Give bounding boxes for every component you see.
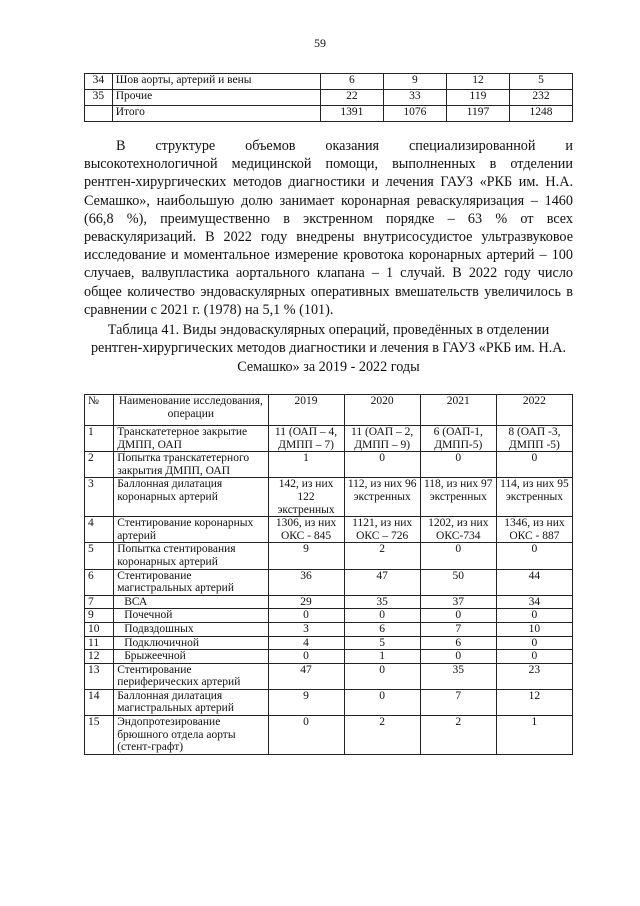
row-name: ВСА [114, 595, 268, 609]
row-value: 50 [420, 569, 496, 595]
row-name: Прочие [112, 90, 320, 106]
row-value: 3 [268, 622, 344, 636]
row-number: 3 [85, 478, 114, 517]
row-value: 6 [344, 622, 420, 636]
row-value: 112, из них 96 экстренных [344, 478, 420, 517]
row-number: 35 [85, 90, 113, 106]
table-row [85, 426, 573, 452]
row-number: 6 [85, 569, 114, 595]
row-value: 0 [344, 689, 420, 715]
row-value: 0 [268, 609, 344, 623]
table-row [85, 90, 573, 106]
row-value: 12 [496, 689, 572, 715]
row-number: 34 [85, 74, 113, 90]
row-value: 6 (ОАП-1, ДМПП-5) [420, 426, 496, 452]
row-name: Подключичной [114, 636, 268, 650]
row-value: 37 [420, 595, 496, 609]
row-name: Баллонная дилатация коронарных артерий [114, 478, 268, 517]
body-paragraph-text: В структуре объемов оказания специализированной и высокотехнологичной медицинской помощи, выполненных в отделении рентген-хирургических методов диагностики и лечения ГАУЗ «РКБ им. Н.А. Семашко», наибольшую долю занимает коронарная реваскуляризация – 1460 (66,8 %), преимущественно в экстренном порядке – 63 % от всех реваскуляризаций. В 2022 году внедрены внутрисосудистое ультразвуковое исследование и моментальное измерение кровотока коронарных артерий – 100 случаев, валвупластика аортального клапана – 1 случай. В 2022 году число общее количество эндоваскулярных оперативных вмешательств увеличилось в сравнении с 2021 г. (1978) на 5,1 % (101). [84, 138, 573, 318]
table-caption: Таблица 41. Виды эндоваскулярных операций, проведённых в отделении рентген-хирургических методов диагностики и лечения в ГАУЗ «РКБ им. Н.А. Семашко» за 2019 - 2022 годы [90, 322, 567, 375]
row-value: 118, из них 97 экстренных [420, 478, 496, 517]
row-value: 9 [383, 74, 446, 90]
row-name: Эндопротезирование брюшного отдела аорты (стент-графт) [114, 716, 268, 755]
row-value: 10 [496, 622, 572, 636]
row-number: 2 [85, 452, 114, 478]
row-name: Брыжеечной [114, 650, 268, 664]
row-value: 1391 [320, 106, 383, 122]
row-number: 5 [85, 543, 114, 569]
row-value: 47 [344, 569, 420, 595]
row-value: 11 (ОАП – 2, ДМПП – 9) [344, 426, 420, 452]
main-table [84, 394, 573, 755]
row-number: 9 [85, 609, 114, 623]
row-value: 0 [344, 609, 420, 623]
row-value: 47 [268, 663, 344, 689]
row-value: 5 [509, 74, 572, 90]
table-row [85, 569, 573, 595]
row-value: 0 [268, 650, 344, 664]
row-value: 142, из них 122 экстренных [268, 478, 344, 517]
row-value: 0 [420, 452, 496, 478]
row-value: 1 [268, 452, 344, 478]
row-value: 0 [420, 543, 496, 569]
row-value: 6 [420, 636, 496, 650]
row-name: Стентирование периферических артерий [114, 663, 268, 689]
row-number: 12 [85, 650, 114, 664]
row-value: 1121, из них ОКС – 726 [344, 517, 420, 543]
table-row [85, 689, 573, 715]
row-value: 6 [320, 74, 383, 90]
row-value: 0 [496, 650, 572, 664]
row-number: 11 [85, 636, 114, 650]
row-name: Шов аорты, артерий и вены [112, 74, 320, 90]
row-value: 2 [420, 716, 496, 755]
row-value: 4 [268, 636, 344, 650]
row-value: 1197 [446, 106, 509, 122]
row-number: 13 [85, 663, 114, 689]
row-value: 1076 [383, 106, 446, 122]
row-value: 44 [496, 569, 572, 595]
row-value: 1202, из них ОКС-734 [420, 517, 496, 543]
row-value: 2 [344, 716, 420, 755]
row-value: 2 [344, 543, 420, 569]
row-name: Стентирование коронарных артерий [114, 517, 268, 543]
row-number: 7 [85, 595, 114, 609]
row-value: 0 [496, 609, 572, 623]
header-year: 2022 [496, 395, 572, 426]
row-number: 15 [85, 716, 114, 755]
row-value: 1346, из них ОКС - 887 [496, 517, 572, 543]
row-value: 33 [383, 90, 446, 106]
row-name: Попытка транскатетерного закрытия ДМПП, ОАП [114, 452, 268, 478]
row-value: 1 [344, 650, 420, 664]
row-value: 0 [344, 452, 420, 478]
row-value: 0 [420, 609, 496, 623]
row-number: 14 [85, 689, 114, 715]
table-row [85, 452, 573, 478]
row-value: 0 [496, 452, 572, 478]
top-table [84, 73, 573, 122]
row-number: 4 [85, 517, 114, 543]
row-value: 29 [268, 595, 344, 609]
table-row [85, 609, 573, 623]
row-value: 35 [420, 663, 496, 689]
header-year: 2020 [344, 395, 420, 426]
row-name: Стентирование магистральных артерий [114, 569, 268, 595]
row-value: 1 [496, 716, 572, 755]
row-value: 232 [509, 90, 572, 106]
row-value: 0 [496, 636, 572, 650]
row-value: 0 [496, 543, 572, 569]
row-value: 8 (ОАП -3, ДМПП -5) [496, 426, 572, 452]
header-name: Наименование исследования, операции [114, 395, 268, 426]
row-value: 23 [496, 663, 572, 689]
row-value: 7 [420, 689, 496, 715]
row-number: 10 [85, 622, 114, 636]
header-year: 2019 [268, 395, 344, 426]
row-value: 1248 [509, 106, 572, 122]
table-row [85, 106, 573, 122]
header-number: № [85, 395, 114, 426]
body-paragraph [84, 137, 573, 319]
row-value: 0 [420, 650, 496, 664]
row-value: 35 [344, 595, 420, 609]
row-value: 11 (ОАП – 4, ДМПП – 7) [268, 426, 344, 452]
table-row [85, 650, 573, 664]
row-value: 36 [268, 569, 344, 595]
row-value: 5 [344, 636, 420, 650]
row-name: Транскатетерное закрытие ДМПП, ОАП [114, 426, 268, 452]
row-name: Баллонная дилатация магистральных артерий [114, 689, 268, 715]
row-value: 9 [268, 689, 344, 715]
row-value: 0 [268, 716, 344, 755]
row-value: 34 [496, 595, 572, 609]
table-row [85, 636, 573, 650]
row-name: Попытка стентирования коронарных артерий [114, 543, 268, 569]
table-row [85, 716, 573, 755]
row-value: 119 [446, 90, 509, 106]
row-value: 1306, из них ОКС - 845 [268, 517, 344, 543]
row-number: 1 [85, 426, 114, 452]
table-row [85, 622, 573, 636]
row-number [85, 106, 113, 122]
row-value: 0 [344, 663, 420, 689]
row-value: 7 [420, 622, 496, 636]
row-value: 22 [320, 90, 383, 106]
row-value: 12 [446, 74, 509, 90]
table-row [85, 74, 573, 90]
row-value: 114, из них 95 экстренных [496, 478, 572, 517]
table-row [85, 543, 573, 569]
table-header-row [85, 395, 573, 426]
row-name: Подвздошных [114, 622, 268, 636]
header-year: 2021 [420, 395, 496, 426]
row-name: Почечной [114, 609, 268, 623]
row-value: 9 [268, 543, 344, 569]
table-row [85, 663, 573, 689]
page-number: 59 [314, 36, 326, 50]
row-name: Итого [112, 106, 320, 122]
table-row [85, 595, 573, 609]
table-row [85, 478, 573, 517]
table-row [85, 517, 573, 543]
